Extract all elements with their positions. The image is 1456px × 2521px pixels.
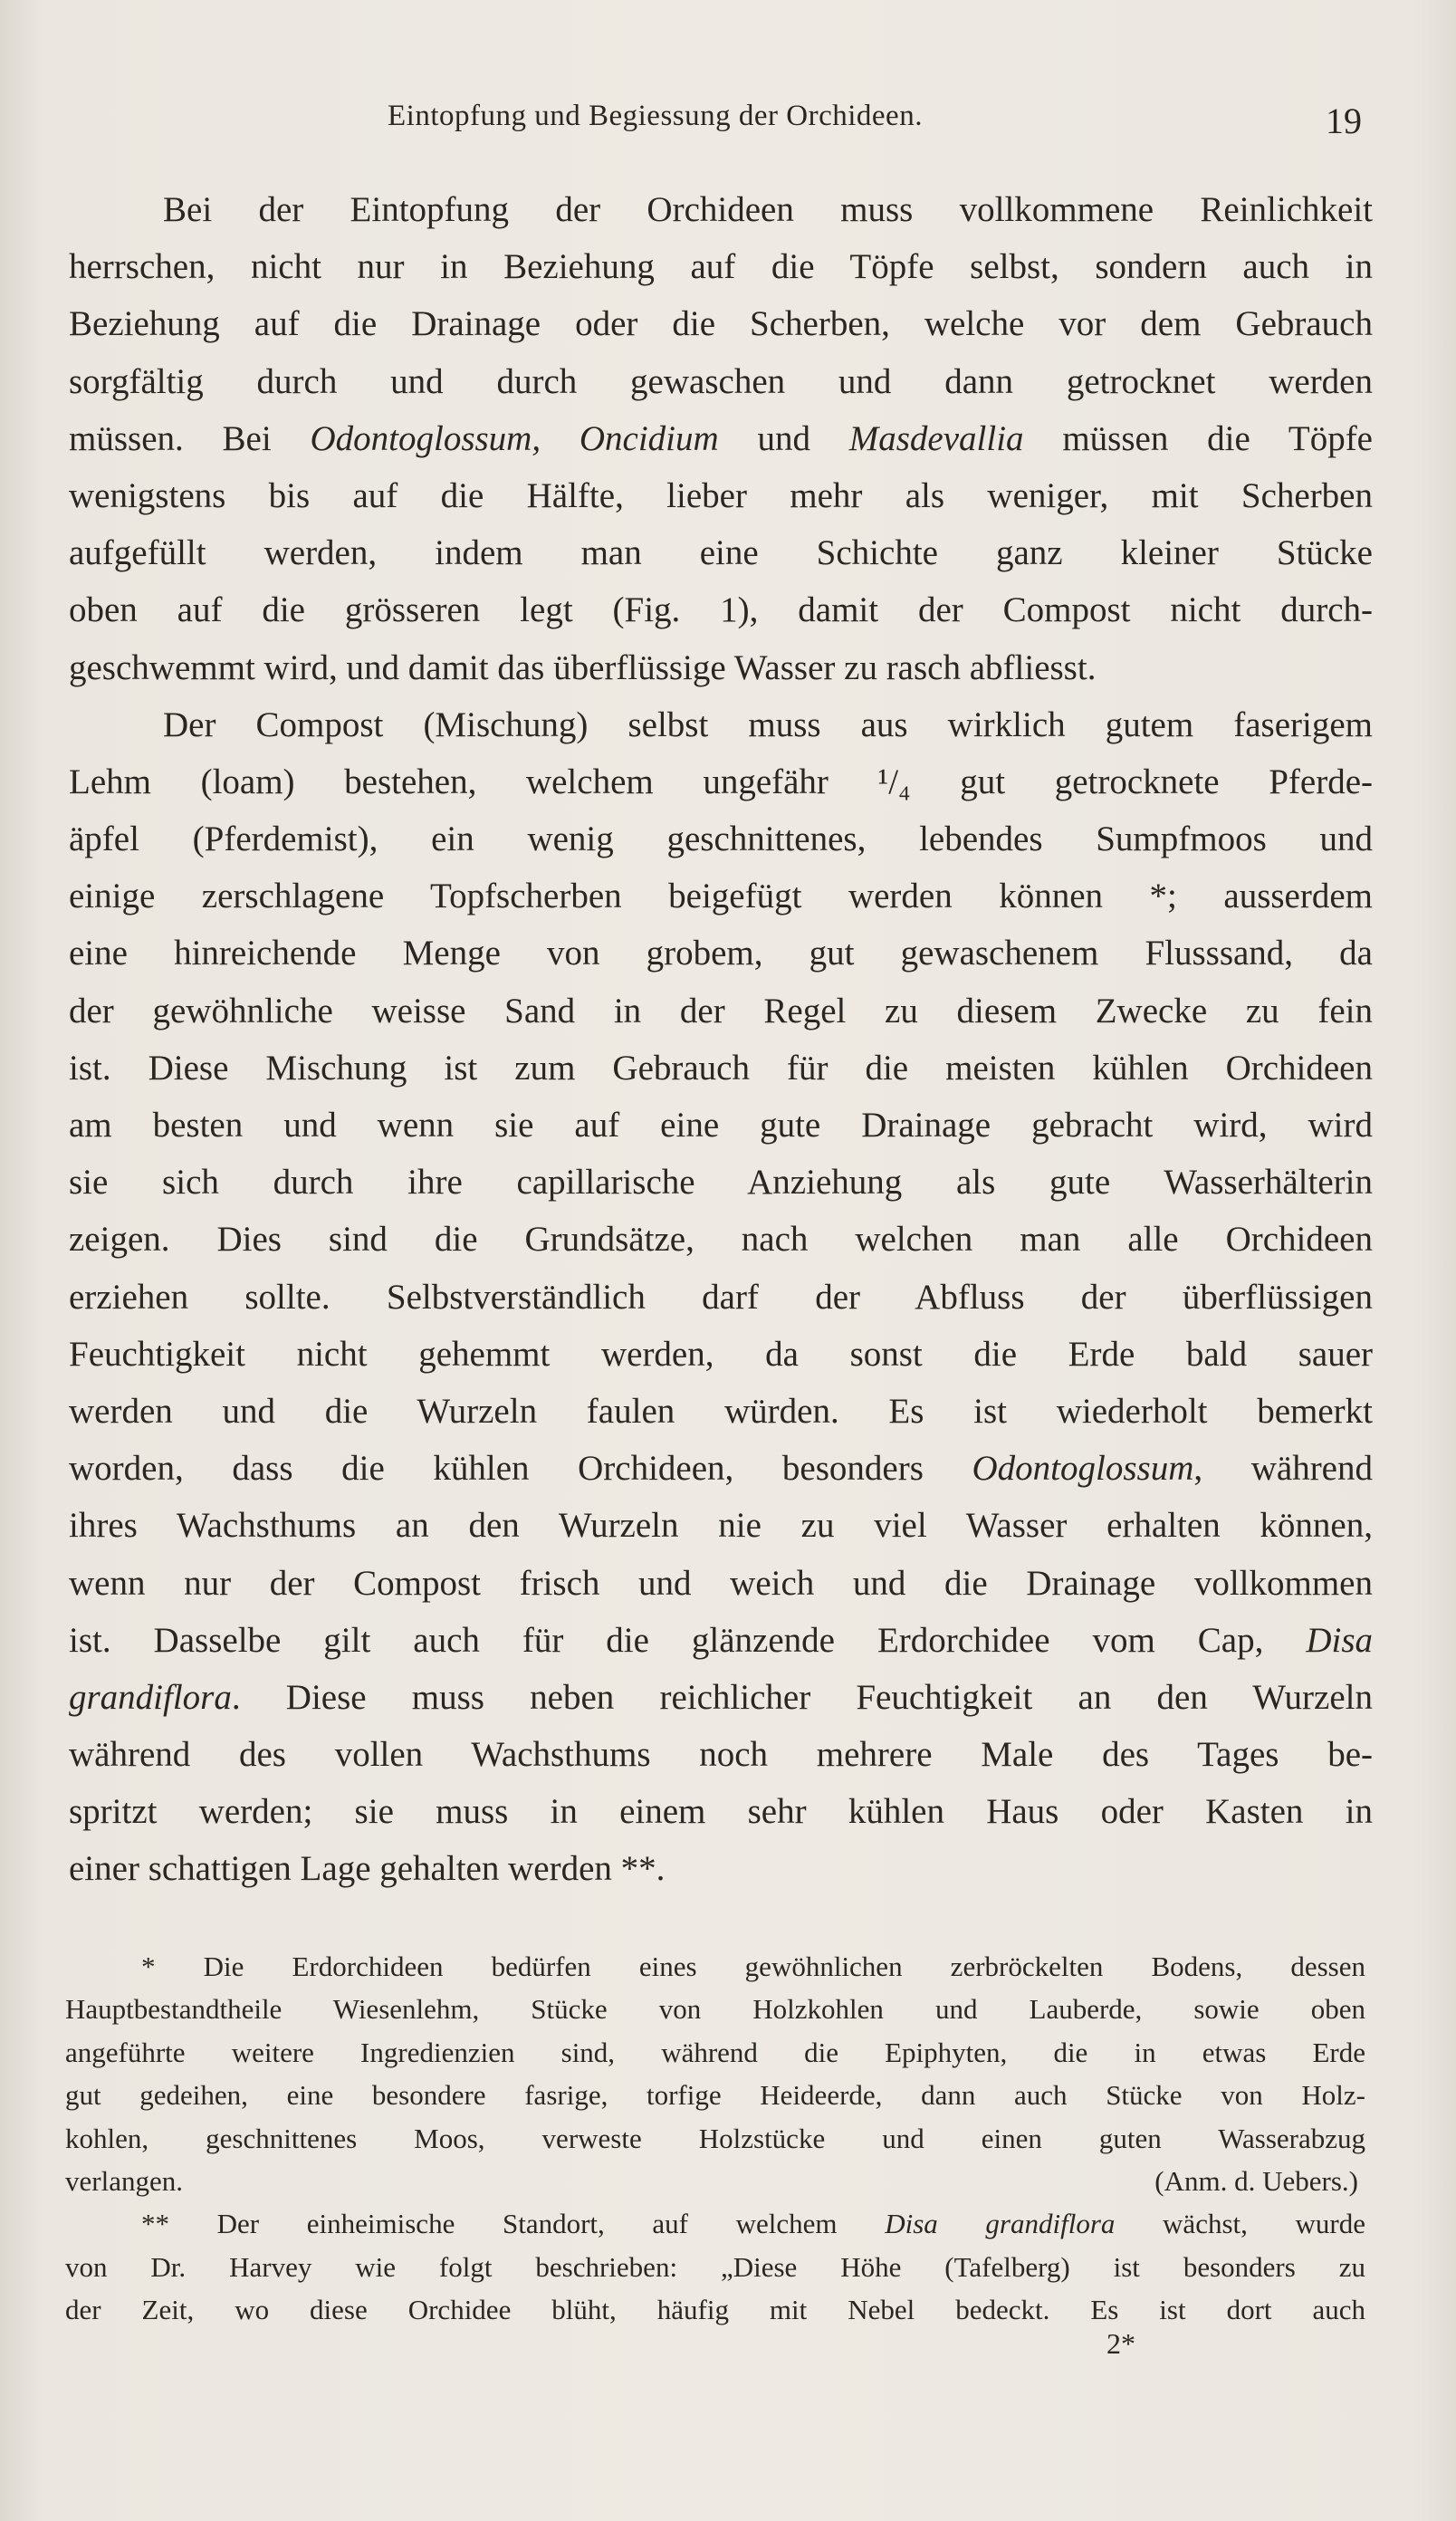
italic-term: Masdevallia — [848, 418, 1024, 458]
text-run: äpfel (Pferdemist), ein wenig geschnittenes, lebendes Sumpfmoos und — [69, 820, 1373, 859]
text-run: von Dr. Harvey wie folgt beschrieben: „Diese Höhe (Tafelberg) ist besonders zu — [65, 2250, 1365, 2283]
italic-term: Disa — [1306, 1620, 1373, 1660]
translator-note-signature: (Anm. d. Uebers.) — [1154, 2164, 1358, 2197]
footnote-line — [65, 2074, 1365, 2116]
text-run: werden und die Wurzeln faulen würden. Es ist wiederholt bemerkt — [69, 1391, 1373, 1431]
text-run: der gewöhnliche weisse Sand in der Regel zu diesem Zwecke zu fein — [69, 991, 1373, 1030]
text-run: ihres Wachsthums an den Wurzeln nie zu viel Wasser erhalten können, — [69, 1506, 1373, 1546]
text-run: Hauptbestandtheile Wiesenlehm, Stücke von Holzkohlen und Lauberde, sowie oben — [65, 1993, 1365, 2026]
body-line — [69, 925, 1373, 982]
italic-term: Disa grandiflora — [885, 2208, 1116, 2240]
body-line — [69, 353, 1373, 410]
footnotes — [65, 1945, 1365, 2332]
body-line — [69, 867, 1373, 925]
text-run: herrschen, nicht nur in Beziehung auf die Töpfe selbst, sondern auch in — [69, 247, 1373, 287]
text-run: sie sich durch ihre capillarische Anziehung als gute Wasserhälterin — [69, 1163, 1373, 1203]
body-line — [69, 1783, 1373, 1840]
signature-mark: 2* — [1106, 2327, 1135, 2360]
text-run: verlangen. — [65, 2164, 183, 2197]
text-run: . Diese muss neben reichlicher Feuchtigkeit an den Wurzeln — [231, 1677, 1373, 1717]
text-run: ist. Diese Mischung ist zum Gebrauch für die meisten kühlen Orchideen — [69, 1048, 1373, 1088]
body-line — [69, 238, 1373, 295]
text-run: geschwemmt wird, und damit das überflüssige Wasser zu rasch abfliesst. — [69, 647, 1097, 687]
body-line — [69, 1269, 1373, 1326]
body-line — [69, 1497, 1373, 1554]
body-line — [69, 1612, 1373, 1669]
body-line — [69, 295, 1373, 352]
footnote-line — [65, 1988, 1365, 2030]
text-run: oben auf die grösseren legt (Fig. 1), damit der Compost nicht durch- — [69, 590, 1373, 630]
body-line — [69, 181, 1373, 238]
text-run: erziehen sollte. Selbstverständlich darf der Abfluss der überflüssigen — [69, 1277, 1373, 1317]
text-run: Lehm (loam) bestehen, welchem ungefähr ¹/₄ gut getrocknete Pferde- — [69, 762, 1373, 801]
text-run: zeigen. Dies sind die Grundsätze, nach welchen man alle Orchideen — [69, 1220, 1373, 1260]
body-line — [69, 1040, 1373, 1097]
body-line — [69, 810, 1373, 867]
footnote-line — [65, 2160, 1365, 2202]
text-run: spritzt werden; sie muss in einem sehr kühlen Haus oder Kasten in — [69, 1792, 1373, 1832]
footnote-line — [65, 1945, 1365, 1988]
text-run: sorgfältig durch und durch gewaschen und dann getrocknet werden — [69, 361, 1373, 401]
text-run: kohlen, geschnittenes Moos, verweste Holzstücke und einen guten Wasserabzug — [65, 2122, 1365, 2154]
text-run: , während — [1193, 1449, 1373, 1489]
body-line — [69, 1555, 1373, 1612]
running-head — [0, 100, 1456, 145]
body-line — [69, 1326, 1373, 1383]
text-run: der Zeit, wo diese Orchidee blüht, häufig mit Nebel bedeckt. Es ist dort auch — [65, 2294, 1365, 2326]
text-run: eine hinreichende Menge von grobem, gut gewaschenem Flusssand, da — [69, 934, 1373, 973]
body-line — [69, 1669, 1373, 1726]
running-title: Eintopfung und Begiessung der Orchideen. — [388, 100, 923, 132]
body-line — [69, 983, 1373, 1040]
italic-term: Odontoglossum — [972, 1449, 1194, 1489]
italic-term: grandiflora — [69, 1677, 232, 1717]
body-line — [69, 1840, 1373, 1897]
body-line — [69, 1211, 1373, 1268]
body-line — [69, 753, 1373, 810]
text-run: einige zerschlagene Topfscherben beigefügt werden können *; ausserdem — [69, 877, 1373, 916]
text-run: am besten und wenn sie auf eine gute Drainage gebracht wird, wird — [69, 1106, 1373, 1145]
footnote-line — [65, 2288, 1365, 2331]
text-run: Feuchtigkeit nicht gehemmt werden, da sonst die Erde bald sauer — [69, 1334, 1373, 1374]
body-line — [69, 639, 1373, 696]
text-run: Bei der Eintopfung der Orchideen muss vollkommene Reinlichkeit — [163, 190, 1373, 229]
text-run: ** Der einheimische Standort, auf welchem — [141, 2208, 886, 2240]
text-run: wenigstens bis auf die Hälfte, lieber mehr als weniger, mit Scherben — [69, 475, 1373, 515]
text-run: wenn nur der Compost frisch und weich und die Drainage vollkommen — [69, 1563, 1373, 1603]
body-line — [69, 696, 1373, 753]
text-run: worden, dass die kühlen Orchideen, besonders — [69, 1449, 972, 1489]
text-run: müssen. Bei — [69, 418, 311, 458]
body-line — [69, 1154, 1373, 1211]
body-line — [69, 1383, 1373, 1440]
body-line — [69, 1440, 1373, 1497]
text-run: * Die Erdorchideen bedürfen eines gewöhnlichen zerbröckelten Bodens, dessen — [141, 1951, 1365, 1982]
body-line — [69, 410, 1373, 467]
body-line — [69, 581, 1373, 638]
body-line — [69, 1726, 1373, 1783]
footnote-line — [65, 2246, 1365, 2288]
body-text — [69, 181, 1373, 1898]
footnote-line — [65, 2117, 1365, 2160]
text-run: gut gedeihen, eine besondere fasrige, torfige Heideerde, dann auch Stücke von Holz- — [65, 2079, 1365, 2112]
text-run: aufgefüllt werden, indem man eine Schichte ganz kleiner Stücke — [69, 533, 1373, 573]
body-line — [69, 1097, 1373, 1154]
text-run: Beziehung auf die Drainage oder die Scherben, welche vor dem Gebrauch — [69, 304, 1373, 344]
italic-term: Odontoglossum, Oncidium — [310, 418, 719, 458]
body-line — [69, 524, 1373, 581]
text-run: während des vollen Wachsthums noch mehrere Male des Tages be- — [69, 1735, 1373, 1775]
footnote-line — [65, 2031, 1365, 2074]
text-run: einer schattigen Lage gehalten werden **. — [69, 1849, 666, 1889]
text-run: ist. Dasselbe gilt auch für die glänzende Erdorchidee vom Cap, — [69, 1620, 1307, 1660]
footnote-line — [65, 2202, 1365, 2245]
text-run: angeführte weitere Ingredienzien sind, während die Epiphyten, die in etwas Erde — [65, 2036, 1365, 2068]
text-run: und — [718, 418, 849, 458]
page-number: 19 — [1326, 101, 1362, 141]
text-run: Der Compost (Mischung) selbst muss aus wirklich gutem faserigem — [163, 705, 1373, 744]
text-run: wächst, wurde — [1115, 2208, 1365, 2240]
text-run: müssen die Töpfe — [1023, 418, 1373, 458]
body-line — [69, 467, 1373, 524]
